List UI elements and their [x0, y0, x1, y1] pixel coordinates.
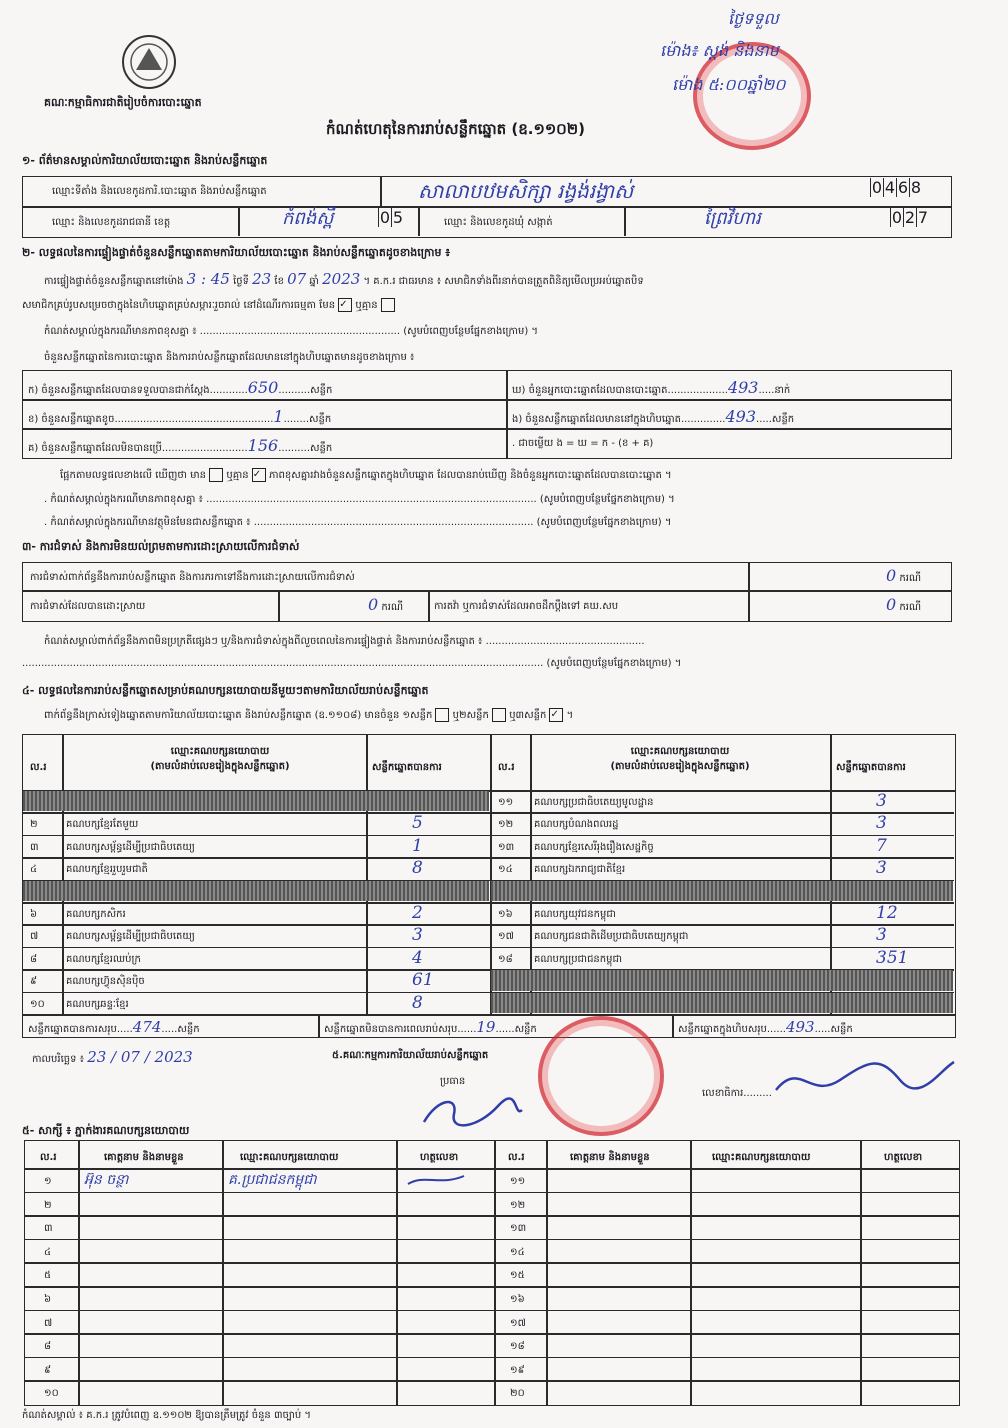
- shaded-row: [491, 993, 953, 1013]
- party-row-no: ៦: [30, 909, 38, 920]
- cell-d: ឃ) ចំនួនអ្នកបោះឆ្នោតដែលបានបោះឆ្នោត...................493.....នាក់: [512, 378, 791, 397]
- yes-checkbox[interactable]: ✓: [338, 298, 352, 312]
- ballot-count-intro: ចំនួនសន្លឹកឆ្នោតនៃការបោះឆ្នោត និងការរាប់សន្លឹកឆ្នោតដែលមាននៅក្នុងហិបឆ្នោតមានដូចខាងក្រោម ៖: [44, 352, 415, 363]
- party-row-no: ១៦: [498, 909, 513, 920]
- chair-label: ប្រធាន: [440, 1076, 466, 1087]
- party-row-name: គណបក្សឆន្ទៈខ្មែរ: [66, 998, 129, 1010]
- witness-col-no-right: ល.រ: [508, 1152, 525, 1163]
- party-row-name: គណបក្សប្រជាជនកម្ពុជា: [534, 953, 622, 965]
- col-no-left: ល.រ: [30, 762, 47, 773]
- verify-day: 23: [252, 270, 272, 288]
- box-check-line: សមាជិកគ្រប់រូបសម្រេចថាក្នុងនៃហិបឆ្នោតគ្រប់សម្ភារៈរួចរាល់ នៅដំណើរការធម្មតា មែន ✓ ឬគ្មាន: [22, 298, 395, 313]
- cell-a: ក) ចំនួនសន្លឹកឆ្នោតដែលបានទទួលបានជាក់ស្តែង............650..........សន្លឹក: [28, 378, 333, 397]
- shaded-row: [23, 791, 489, 811]
- location-label: ឈ្មោះទីតាំង និងលេខកូដការិ.បោះឆ្នោត និងរាប់សន្លឹកឆ្នោត: [52, 186, 267, 197]
- org-name: គណៈកម្មាធិការជាតិរៀបចំការបោះឆ្នោត: [44, 96, 202, 109]
- complaint-row2b-label: ការតវ៉ា ឬការជំទាស់ដែលអាចដឹកប្ដឹងទៅ គឃ.សប: [434, 601, 619, 612]
- party-row-name: គណបក្សកសិករ: [66, 909, 126, 920]
- party-row-name: គណបក្សជនជាតិដើមប្រជាធិបតេយ្យកម្ពុជា: [534, 931, 689, 943]
- footer-note: កំណត់សម្គាល់ ៖ គ.ក.រ ត្រូវបំពេញ ឧ.១១០២ ឱ្យបានត្រឹមត្រូវ ចំនួន ៣ច្បាប់ ។: [22, 1410, 311, 1421]
- witness-row-no: ១៩: [510, 1364, 525, 1376]
- party-row-name: គណបក្សប្រជាធិបតេយ្យមូលដ្ឋាន: [534, 797, 654, 808]
- section1-title: ១- ព័ត៌មានសម្គាល់ការិយាល័យបោះឆ្នោត និងរាប់សន្លឹកឆ្នោត: [22, 154, 268, 167]
- party-row-no: ៧: [30, 931, 39, 943]
- valid-total: សន្លឹកឆ្នោតបានការសរុប.....474.....សន្លឹក: [28, 1018, 200, 1036]
- party-row-votes: 3: [876, 791, 887, 811]
- party-row-name: គណបក្សឯករាជ្យជាតិខ្មែរ: [534, 864, 626, 876]
- col-party-right: ឈ្មោះគណបក្សនយោបាយ (តាមលំដាប់លេខរៀងក្នុងសន្លឹកឆ្នោត): [610, 746, 750, 772]
- box-total: សន្លឹកឆ្នោតក្នុងហិបសរុប......493.....សន្លឹក: [678, 1018, 853, 1036]
- party-row-votes: 61: [412, 970, 434, 991]
- section4-title: ៤- លទ្ធផលនៃការរាប់សន្លឹកឆ្នោតសម្រាប់គណបក្សនយោបាយនីមួយៗតាមការិយាល័យរាប់សន្លឹកឆ្នោត: [22, 684, 429, 697]
- witness-row-no: ៣: [44, 1223, 53, 1235]
- col-votes-right: សន្លឹកឆ្នោតបានការ: [836, 762, 906, 773]
- party-row-name: គណបក្សបំណងពលរដ្ឋ: [534, 819, 619, 831]
- witness-row-no: ៧: [44, 1317, 53, 1329]
- section5-title: ៥- សាក្សី ៖ ភ្នាក់ងារគណបក្សនយោបាយ: [22, 1124, 190, 1137]
- no-checkbox[interactable]: [381, 298, 395, 312]
- witness-row-no: ៩: [44, 1364, 52, 1376]
- province-code: 0 5: [379, 208, 404, 227]
- commune-code: 0 2 7: [891, 208, 929, 227]
- party-row-no: ១១: [498, 797, 514, 808]
- witness-row-no: ១១: [510, 1176, 526, 1187]
- form-title: កំណត់ហេតុនៃការរាប់សន្លឹកឆ្នោត (ឧ.១១០២): [326, 120, 586, 138]
- witness-col-party-left: ឈ្មោះគណបក្សនយោបាយ: [240, 1152, 339, 1163]
- note-non-ballot: . កំណត់សម្គាល់ក្នុងករណីមានវត្ថុមិនមែនជាសន្លឹកឆ្នោត ៖ ........................................................................................ (សូមបំពេញបន្ថែមផ្នែកខាងក្រោម) ។: [44, 517, 672, 528]
- secretary-signature-icon: [770, 1050, 960, 1114]
- witness-row-no: ១៥: [510, 1270, 525, 1282]
- party-row-no: ២: [30, 819, 38, 831]
- cell-c: គ) ចំនួនសន្លឹកឆ្នោតដែលមិនបានប្រើ...........................156..........សន្លឹក: [28, 436, 333, 455]
- party-row-no: ១២: [498, 819, 514, 831]
- commune-label: ឈ្មោះ និងលេខកូដឃុំ សង្កាត់: [444, 217, 553, 228]
- party-row-no: ១០: [30, 998, 45, 1010]
- complaint-row2-value: 0 ករណី: [368, 595, 404, 614]
- province-label: ឈ្មោះ និងលេខកូដរាជធានី ខេត្ត: [52, 217, 171, 228]
- party-row-votes: 3: [876, 813, 887, 834]
- witness-col-no-left: ល.រ: [40, 1152, 57, 1163]
- witness1-name: អ៊ុន ចន្ថា: [84, 1172, 129, 1188]
- witness-table: [24, 1140, 960, 1406]
- party-row-name: គណបក្សយុវជនកម្ពុជា: [534, 909, 616, 920]
- witness-row-no: ១៦: [510, 1294, 525, 1305]
- party-row-no: ១៤: [498, 864, 513, 876]
- chair-signature-icon: [418, 1088, 528, 1140]
- verify-year: 2023: [322, 270, 361, 288]
- committee-label: ៥.គណៈកម្មការការិយាល័យរាប់សន្លឹកឆ្នោត: [332, 1050, 489, 1061]
- note-difference: . កំណត់សម្គាល់ក្នុងករណីមានភាពខុសគ្នា ៖ ........................................................................................................ (សូមបំពេញបន្ថែមផ្នែកខាងក្រោម) ។: [44, 494, 675, 505]
- witness-row-no: ១០: [44, 1388, 59, 1400]
- witness-row-no: ៨: [44, 1341, 52, 1353]
- difference-yes-checkbox[interactable]: [209, 468, 223, 482]
- party-row-no: ១៧: [498, 931, 514, 943]
- witness-row-no: ១៣: [510, 1223, 527, 1235]
- witness-col-sign-right: ហត្ថលេខា: [884, 1152, 923, 1163]
- one-sheet-checkbox[interactable]: [435, 708, 449, 722]
- received-note-3: ម៉ោង ៥:០០ឆ្នាំ២០: [672, 75, 786, 94]
- party-row-name: គណបក្សហ៊្វុនស៊ិនប៉ិច: [66, 976, 145, 988]
- emblem-icon: [118, 32, 180, 92]
- party-row-votes: 2: [412, 903, 423, 923]
- three-sheet-checkbox[interactable]: ✓: [549, 708, 563, 722]
- party-row-no: ៣: [30, 841, 39, 853]
- witness-row-no: ១៤: [510, 1246, 525, 1258]
- witness-row-no: ១២: [510, 1199, 526, 1211]
- witness-col-name-right: គោត្តនាម និងនាមខ្លួន: [570, 1152, 650, 1163]
- party-row-votes: 3: [412, 925, 423, 946]
- party-row-no: ៤: [30, 864, 38, 876]
- party-row-votes: 351: [876, 947, 909, 968]
- shaded-row: [491, 881, 953, 901]
- count-sheet-line: ពាក់ព័ន្ធនឹងក្រាស់ទៀងឆ្នោតតាមការិយាល័យបោះឆ្នោត និងរាប់សន្លឹកឆ្នោត (ឧ.១១០៨) មានចំនួន ១សន្លឹក ឬ២សន្លឹក ឬ៣សន្លឹក ✓ ។: [44, 709, 574, 721]
- party-row-name: គណបក្សសម្ព័ន្ធដើម្បីប្រជាធិបតេយ្យ: [66, 931, 195, 943]
- party-row-no: ១៣: [498, 841, 515, 853]
- witness-col-name-left: គោត្តនាម និងនាមខ្លួន: [104, 1152, 184, 1163]
- cell-formula: . ជាចម្លើយ ង = ឃ = ក - (ខ + គ): [512, 438, 654, 449]
- party-row-name: គណបក្សខ្មែរតែមួយ: [66, 819, 139, 831]
- verify-line: ការផ្ទៀងផ្ទាត់ចំនួនសន្លឹកឆ្នោតនៅម៉ោង 3 : 45 ថ្ងៃទី 23 ខែ 07 ឆ្នាំ 2023 ។ គ.ក.រ ជាធរមាន ៖ សមាជិកទាំងពីរនាក់បានត្រួតពិនិត្យមើលប្រអប់ឆ្នោតបិទ: [44, 270, 644, 288]
- verify-month: 07: [287, 270, 307, 288]
- irregularity-fill: .................................................................................................................................................................... (សូមបំពេញបន្ថែមផ្នែកខាងក្រោម) ។: [22, 658, 682, 669]
- party-row-name: គណបក្សខ្មែរឈប់ក្រ: [66, 953, 141, 965]
- secretary-label: លេខាធិការ.........: [702, 1088, 772, 1099]
- witness-col-party-right: ឈ្មោះគណបក្សនយោបាយ: [712, 1152, 811, 1163]
- witness-row-no: ៤: [44, 1246, 52, 1258]
- party-row-votes: 12: [876, 903, 898, 923]
- party-row-name: គណបក្សខ្មែររួបរួមជាតិ: [66, 864, 148, 876]
- witness-row-no: ១: [44, 1176, 52, 1187]
- party-row-name: គណបក្សខ្មែរសេរីរុងរឿងសេដ្ឋកិច្ច: [534, 841, 654, 853]
- party-row-votes: 7: [876, 835, 887, 856]
- shaded-row: [491, 970, 953, 990]
- section3-title: ៣- ការជំទាស់ និងការមិនយល់ព្រមតាមការដោះស្រាយលើការជំទាស់: [22, 540, 300, 553]
- witness-row-no: ២០: [510, 1388, 525, 1400]
- party-row-votes: 5: [412, 813, 423, 834]
- witness-row-no: ៦: [44, 1294, 52, 1305]
- complaint-row1-value: 0 ករណី: [886, 566, 922, 585]
- party-row-votes: 3: [876, 925, 887, 946]
- received-note-1: ថ្ងៃទទួល: [728, 9, 779, 28]
- cell-e: ង) ចំនួនសន្លឹកឆ្នោតដែលមាននៅក្នុងហិបឆ្នោត..............493.....សន្លឹក: [512, 407, 795, 426]
- witness-col-sign-left: ហត្ថលេខា: [420, 1152, 459, 1163]
- witness-row-no: ១៨: [510, 1341, 525, 1353]
- commune-value: ព្រៃវិហារ: [704, 208, 761, 229]
- invalid-total: សន្លឹកឆ្នោតមិនបានការពេលរាប់សរុប......19......សន្លឹក: [324, 1018, 537, 1036]
- irregularity-note: កំណត់សម្គាល់ពាក់ព័ន្ធនឹងភាពមិនប្រក្រតីផ្សេងៗ ឬ/និងការជំទាស់ក្នុងពីលួចពេលនៃការផ្ទៀងផ្ទាត់ និងការរាប់សន្លឹកឆ្នោត ៖ ..................................................: [44, 636, 645, 647]
- complaint-row2b-value: 0 ករណី: [886, 595, 922, 614]
- party-row-no: ១៨: [498, 953, 513, 965]
- committee-stamp: [538, 1016, 664, 1136]
- location-code: 0 4 6 8: [871, 178, 922, 197]
- complaint-row1-label: ការជំទាស់ពាក់ព័ន្ធនឹងការរាប់សន្លឹកឆ្នោត និងការភរកាទៅនឹងការដោះស្រាយលើការជំទាស់: [30, 572, 355, 583]
- cell-b: ខ) ចំនួនសន្លឹកឆ្នោតខូច..................................................1........សន្លឹក: [28, 407, 332, 426]
- col-no-right: ល.រ: [498, 762, 515, 773]
- party-row-no: ៨: [30, 953, 38, 965]
- party-row-votes: 3: [876, 858, 887, 879]
- province-value: កំពង់ស្ពឺ: [282, 208, 334, 229]
- shaded-row: [23, 881, 489, 901]
- party-row-votes: 1: [412, 835, 423, 856]
- witness-row-no: ១៧: [510, 1317, 526, 1329]
- col-votes-left: សន្លឹកឆ្នោតបានការ: [372, 762, 442, 773]
- witness-row-no: ៥: [44, 1270, 52, 1282]
- party-row-no: ៩: [30, 976, 38, 988]
- section2-title: ២- លទ្ធផលនៃការផ្ទៀងផ្ទាត់ចំនួនសន្លឹកឆ្នោតតាមការិយាល័យបោះឆ្នោត និងរាប់សន្លឹកឆ្នោតដូចខាងក្រោម ៖: [22, 246, 451, 259]
- date-line: កាលបរិច្ឆេទ ៖ 23 / 07 / 2023: [32, 1048, 193, 1066]
- location-value: សាលាបឋមសិក្សា រង្វង់រង្វាស់: [418, 179, 634, 203]
- witness-row-no: ២: [44, 1199, 52, 1211]
- difference-no-checkbox[interactable]: ✓: [252, 468, 266, 482]
- complaint-row2-label: ការជំទាស់ដែលបានដោះស្រាយ: [30, 601, 146, 612]
- difference-note-line: កំណត់សម្គាល់ក្នុងករណីមានភាពខុសគ្នា ៖ ............................................................... (សូមបំពេញបន្ថែមផ្នែកខាងក្រោម) ។: [44, 326, 539, 337]
- party-row-votes: 4: [412, 947, 423, 968]
- col-party-left: ឈ្មោះគណបក្សនយោបាយ (តាមលំដាប់លេខរៀងក្នុងសន្លឹកឆ្នោត): [150, 746, 290, 772]
- difference-check-line: ផ្អែកតាមលទ្ធផលខាងលើ ឃើញថា មាន ឬគ្មាន ✓ ភាពខុសគ្នារវាងចំនួនសន្លឹកឆ្នោតក្នុងហិបឆ្នោត ដែលបានរាប់ឃើញ និងចំនួនអ្នកបោះឆ្នោតដែលបានបោះឆ្នោត ។: [60, 469, 672, 481]
- two-sheet-checkbox[interactable]: [492, 708, 506, 722]
- party-row-votes: 8: [412, 992, 423, 1013]
- received-note-2: ម៉ោង៖ ស្តង់ និងនាម: [660, 41, 779, 60]
- witness1-signature-icon: [404, 1170, 468, 1194]
- verify-time: 3 : 45: [186, 270, 230, 288]
- witness1-party: គ.ប្រជាជនកម្ពុជា: [228, 1172, 317, 1188]
- party-row-name: គណបក្សសម្ព័ន្ធដើម្បីប្រជាធិបតេយ្យ: [66, 841, 195, 853]
- party-row-votes: 8: [412, 858, 423, 879]
